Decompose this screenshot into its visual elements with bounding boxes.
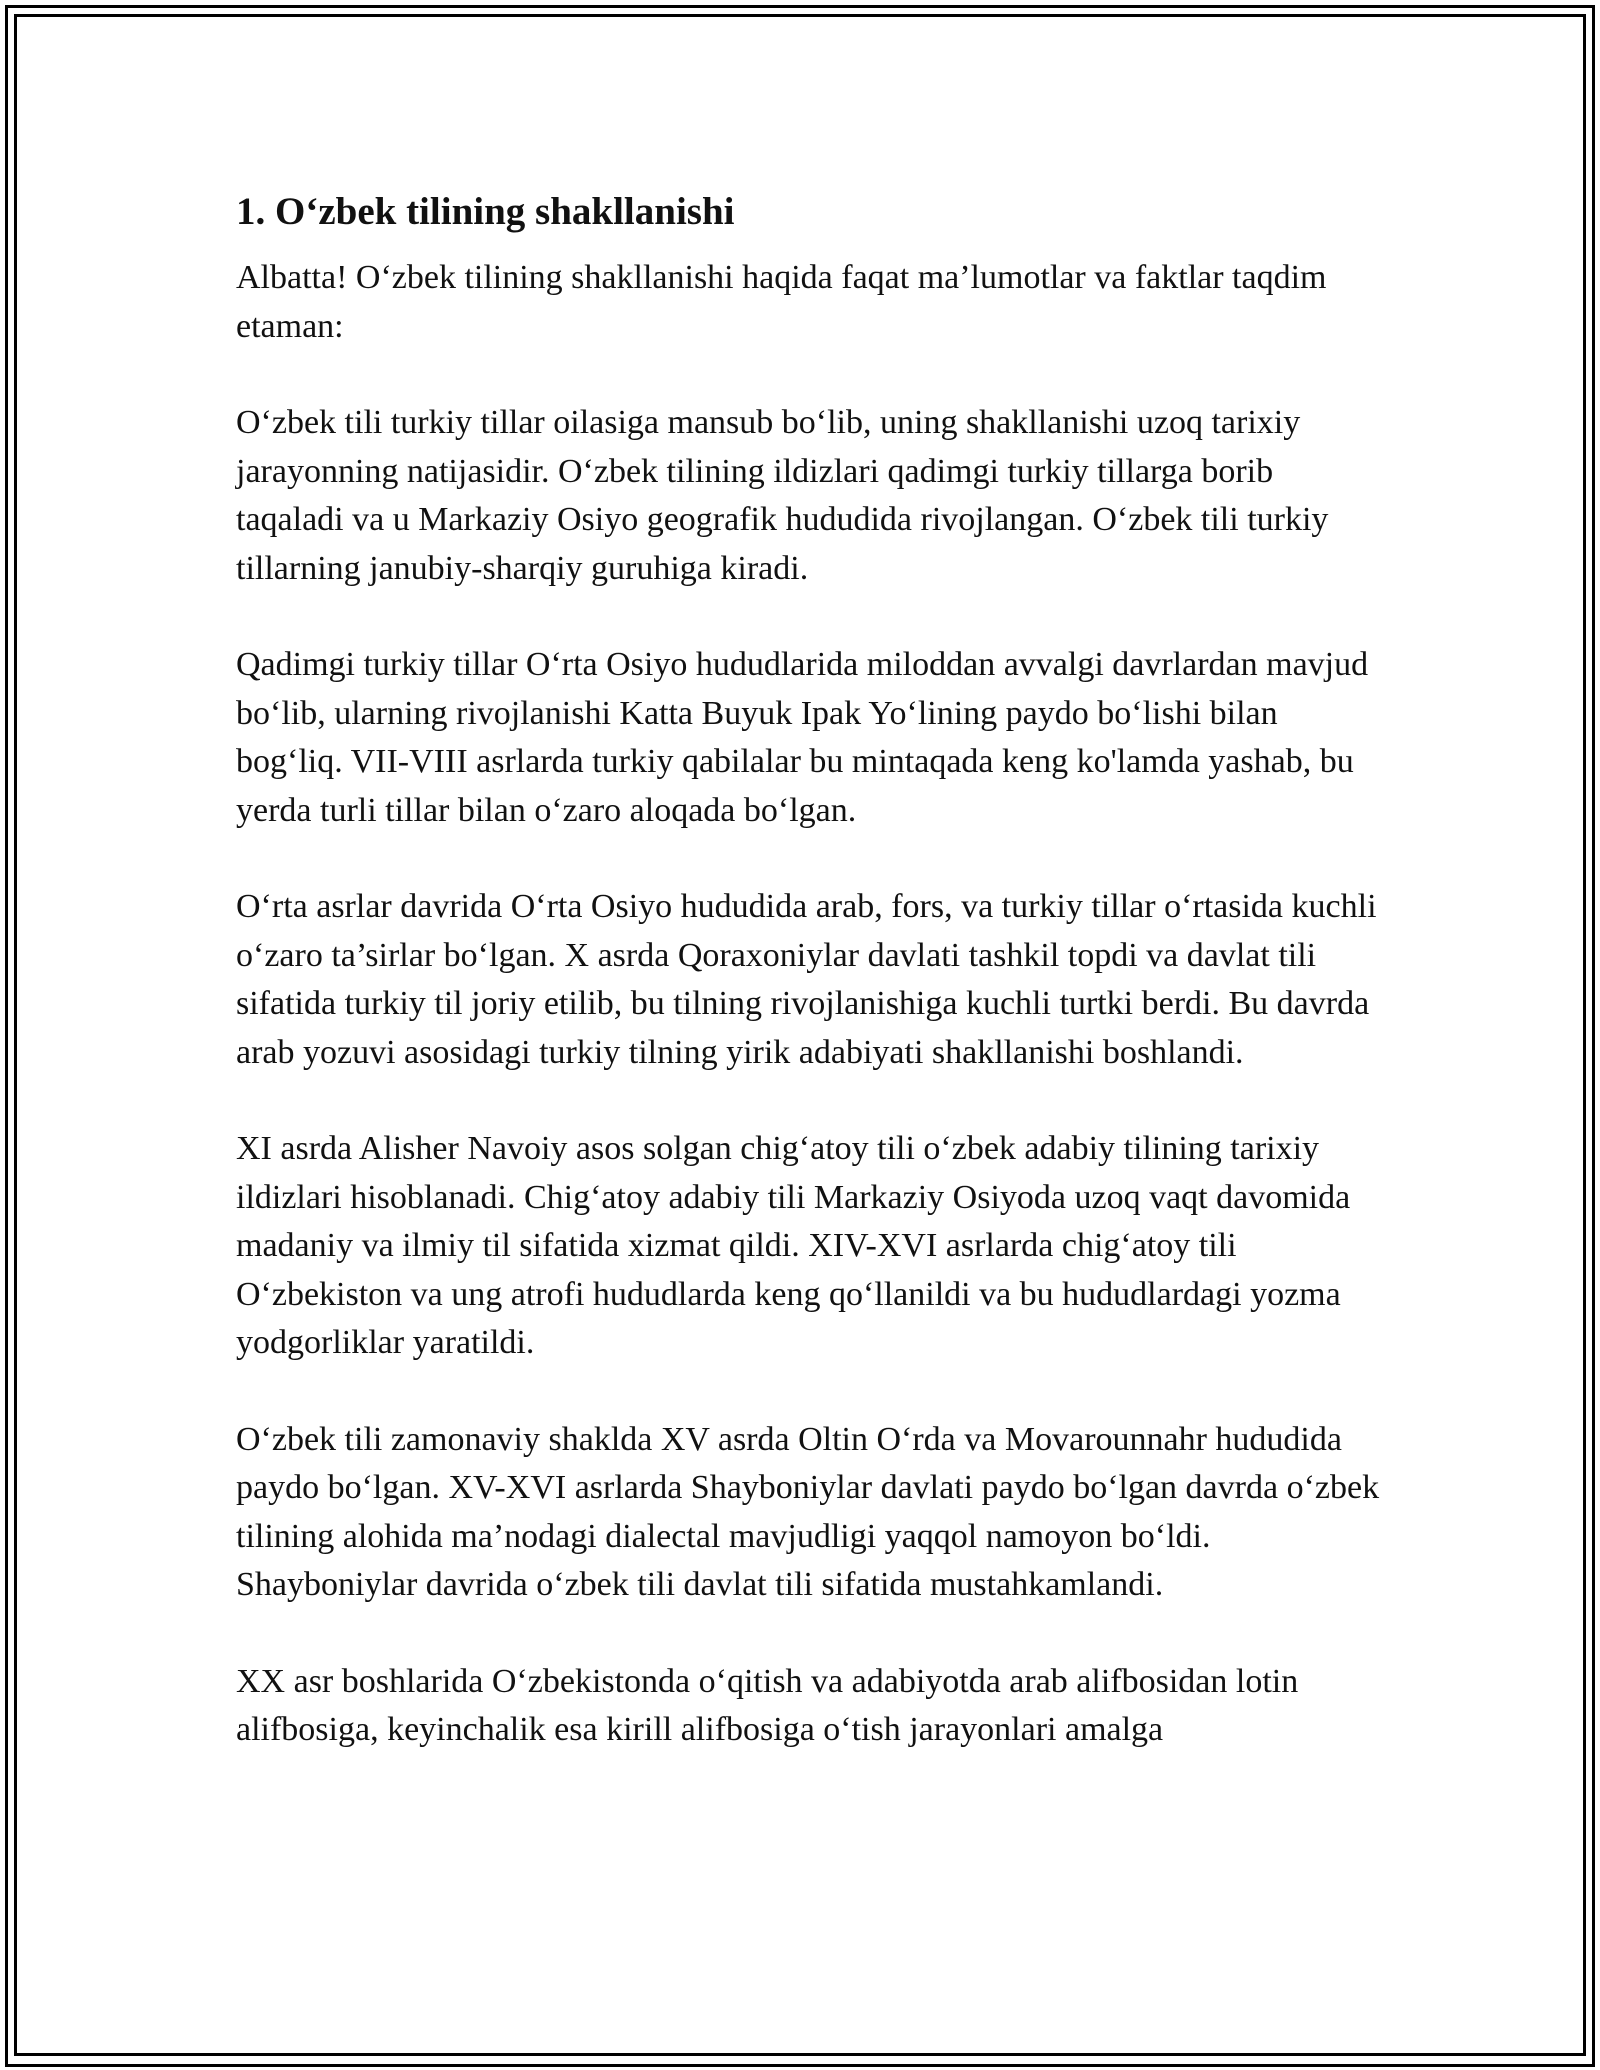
paragraph-chagatai: XI asrda Alisher Navoiy asos solgan chig‘atoy tili o‘zbek adabiy tilining tarixiy ildizlari hisoblanadi. Chig‘atoy adabiy tili Markaziy Osiyoda uzoq vaqt davomida madaniy va ilmiy til sifatida xizmat qildi. XIV-XVI asrlarda chig‘atoy tili O‘zbekiston va ung atrofi hududlarda keng qo‘llanildi va bu hududlardagi yozma yodgorliklar yaratildi. xyxy=(236,1130,1351,1361)
paragraph-modern-form: O‘zbek tili zamonaviy shaklda XV asrda Oltin O‘rda va Movarounnahr hududida paydo bo‘lgan. XV-XVI asrlarda Shayboniylar davlati paydo bo‘lgan davrda o‘zbek tilining alohida ma’nodagi dialectal mavjudligi yaqqol namoyon bo‘ldi. Shayboniylar davrida o‘zbek tili davlat tili sifatida mustahkamlandi. xyxy=(236,1420,1380,1603)
paragraph-middle-ages: O‘rta asrlar davrida O‘rta Osiyo hududida arab, fors, va turkiy tillar o‘rtasida kuchli o‘zaro ta’sirlar bo‘lgan. X asrda Qoraxoniylar davlati tashkil topdi va davlat tili sifatida turkiy til joriy etilib, bu tilning rivojlanishiga kuchli turtki berdi. Bu davrda arab yozuvi asosidagi turkiy tilning yirik adabiyati shakllanishi boshlandi. xyxy=(236,888,1377,1071)
paragraph-intro: Albatta! O‘zbek tilining shakllanishi haqida faqat ma’lumotlar va faktlar taqdim etaman: xyxy=(236,259,1327,345)
paragraph-ancient-turkic: Qadimgi turkiy tillar O‘rta Osiyo hududlarida miloddan avvalgi davrlardan mavjud bo‘lib, ularning rivojlanishi Katta Buyuk Ipak Yo‘lining paydo bo‘lishi bilan bog‘liq. VII-VIII asrlarda turkiy qabilalar bu mintaqada keng ko'lamda yashab, bu yerda turli tillar bilan o‘zaro aloqada bo‘lgan. xyxy=(236,646,1369,829)
paragraph-origins: O‘zbek tili turkiy tillar oilasiga mansub bo‘lib, uning shakllanishi uzoq tarixiy jarayonning natijasidir. O‘zbek tilining ildizlari qadimgi turkiy tillarga borib taqaladi va u Markaziy Osiyo geografik hududida rivojlangan. O‘zbek tili turkiy tillarning janubiy-sharqiy guruhiga kiradi. xyxy=(236,404,1329,587)
section-heading: 1. O‘zbek tilining shakllanishi xyxy=(236,190,735,233)
document-page xyxy=(236,186,1386,1755)
paragraph-alphabet: XX asr boshlarida O‘zbekistonda o‘qitish va adabiyotda arab alifbosidan lotin alifbosiga, keyinchalik esa kirill alifbosiga o‘tish jarayonlari amalga xyxy=(236,1662,1299,1748)
